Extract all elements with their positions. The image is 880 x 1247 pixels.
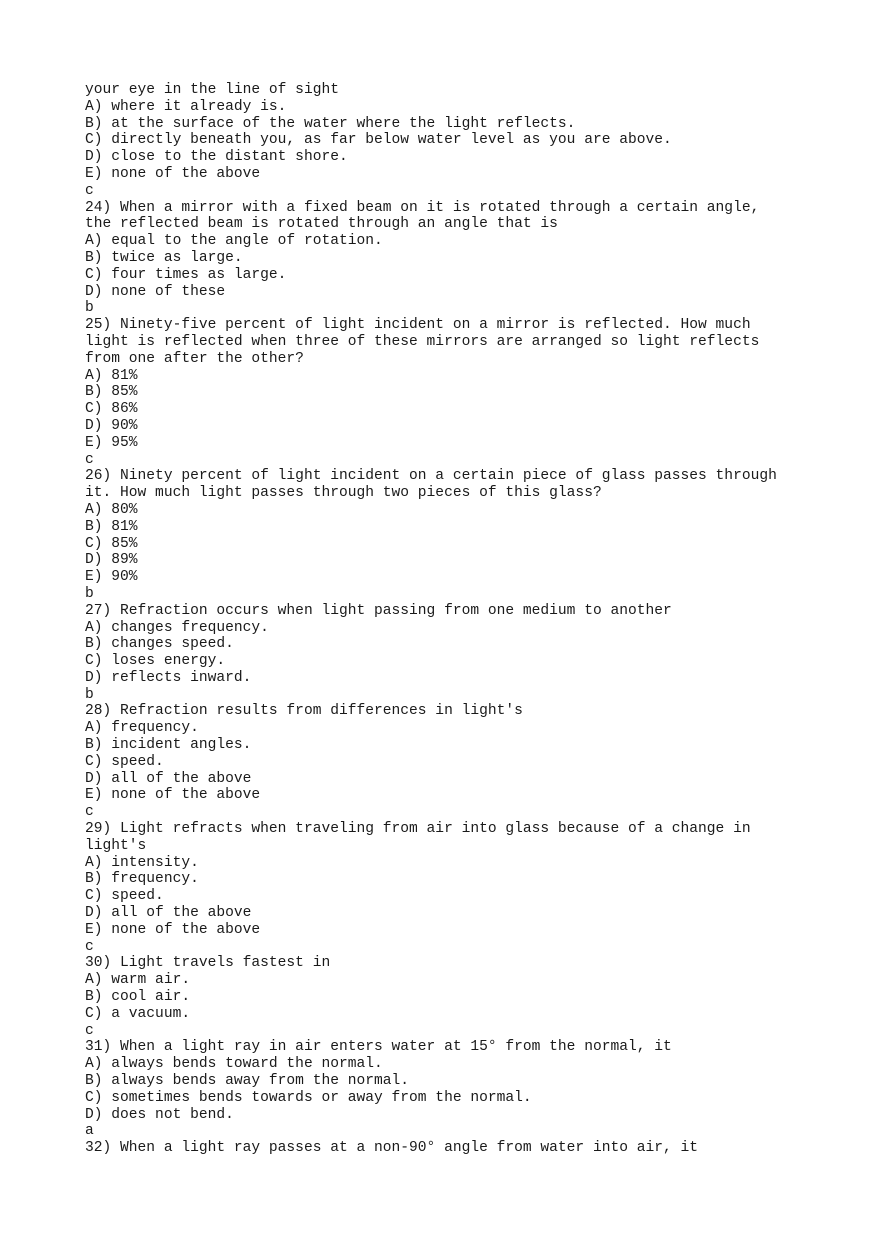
text-line: 27) Refraction occurs when light passing from one medium to another	[85, 602, 672, 619]
text-line: it. How much light passes through two pieces of this glass?	[85, 485, 602, 502]
text-line: B) at the surface of the water where the light reflects.	[85, 115, 576, 132]
text-line: A) 81%	[85, 367, 138, 384]
text-line: c	[85, 1022, 94, 1039]
text-line: D) all of the above	[85, 905, 252, 922]
text-line: A) frequency.	[85, 720, 199, 737]
text-line: the reflected beam is rotated through an angle that is	[85, 216, 558, 233]
text-line: B) 81%	[85, 518, 138, 535]
text-line: B) changes speed.	[85, 636, 234, 653]
text-line: C) 86%	[85, 401, 138, 418]
text-line: 24) When a mirror with a fixed beam on it is rotated through a certain angle,	[85, 199, 760, 216]
text-line: light's	[85, 837, 147, 854]
text-line: D) none of these	[85, 283, 226, 300]
text-line: C) directly beneath you, as far below water level as you are above.	[85, 132, 672, 149]
text-line: E) 95%	[85, 434, 138, 451]
text-line: A) always bends toward the normal.	[85, 1056, 383, 1073]
text-line: 25) Ninety-five percent of light incident on a mirror is reflected. How much	[85, 317, 751, 334]
text-line: B) incident angles.	[85, 737, 252, 754]
document-page	[85, 82, 865, 1157]
text-line: D) all of the above	[85, 770, 252, 787]
text-line: 32) When a light ray passes at a non-90° angle from water into air, it	[85, 1140, 699, 1157]
text-line: C) speed.	[85, 753, 164, 770]
text-line: 31) When a light ray in air enters water at 15° from the normal, it	[85, 1039, 672, 1056]
text-line: E) none of the above	[85, 165, 261, 182]
text-line: c	[85, 451, 94, 468]
text-line: C) 85%	[85, 535, 138, 552]
text-line: C) a vacuum.	[85, 1005, 191, 1022]
text-line: A) intensity.	[85, 854, 199, 871]
text-line: C) speed.	[85, 888, 164, 905]
text-line: D) 89%	[85, 552, 138, 569]
text-line: c	[85, 938, 94, 955]
text-line: A) where it already is.	[85, 98, 287, 115]
text-line: C) loses energy.	[85, 653, 226, 670]
text-line: 29) Light refracts when traveling from air into glass because of a change in	[85, 821, 751, 838]
text-line: E) none of the above	[85, 921, 261, 938]
text-line: b	[85, 585, 94, 602]
text-line: c	[85, 804, 94, 821]
text-line: 30) Light travels fastest in	[85, 955, 331, 972]
text-line: a	[85, 1123, 94, 1140]
text-line: B) 85%	[85, 384, 138, 401]
text-line: light is reflected when three of these mirrors are arranged so light reflects	[85, 333, 760, 350]
text-line: D) 90%	[85, 417, 138, 434]
text-line: A) warm air.	[85, 972, 191, 989]
text-line: B) twice as large.	[85, 249, 243, 266]
text-line: D) close to the distant shore.	[85, 149, 348, 166]
text-line: 26) Ninety percent of light incident on a certain piece of glass passes through	[85, 468, 777, 485]
text-line: your eye in the line of sight	[85, 82, 339, 98]
text-line: D) reflects inward.	[85, 669, 252, 686]
text-line: A) equal to the angle of rotation.	[85, 233, 383, 250]
text-line: from one after the other?	[85, 350, 304, 367]
text-line: B) frequency.	[85, 871, 199, 888]
text-line: A) 80%	[85, 501, 138, 518]
text-line: B) cool air.	[85, 989, 191, 1006]
text-line: c	[85, 182, 94, 199]
text-line: b	[85, 686, 94, 703]
text-line: D) does not bend.	[85, 1106, 234, 1123]
text-line: 28) Refraction results from differences in light's	[85, 703, 523, 720]
text-line: b	[85, 300, 94, 317]
text-line: C) sometimes bends towards or away from the normal.	[85, 1089, 532, 1106]
text-line: E) 90%	[85, 569, 138, 586]
text-line: C) four times as large.	[85, 266, 287, 283]
text-line: A) changes frequency.	[85, 619, 269, 636]
text-line: E) none of the above	[85, 787, 261, 804]
text-line: B) always bends away from the normal.	[85, 1073, 410, 1090]
